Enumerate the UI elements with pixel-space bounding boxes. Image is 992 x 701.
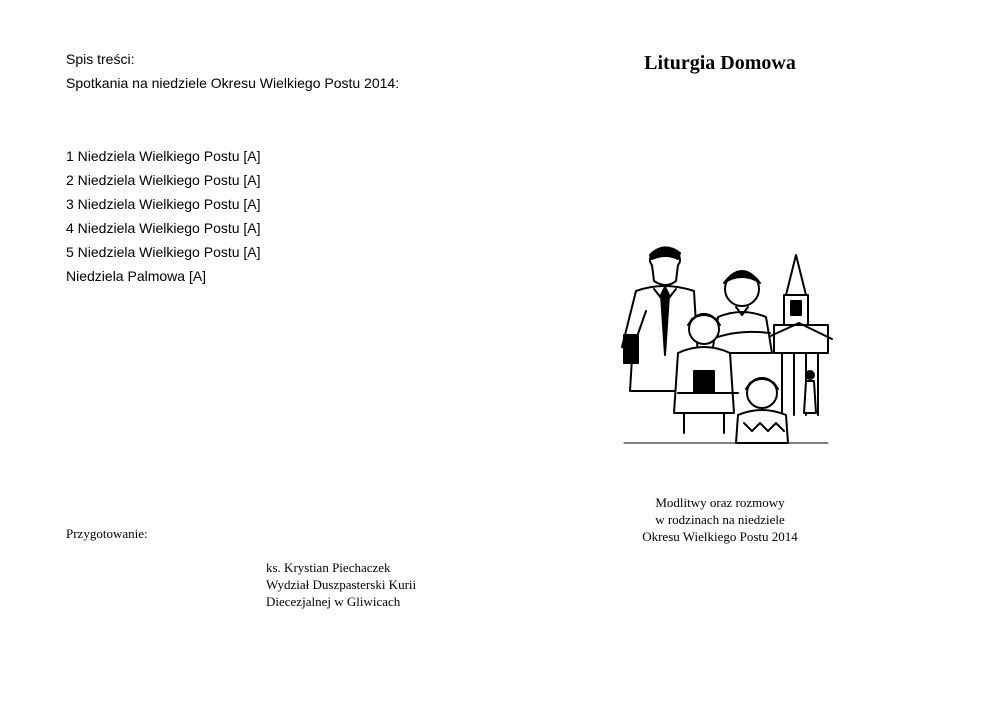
cover-subtitle-line: Modlitwy oraz rozmowy — [655, 495, 785, 510]
toc-item: 3 Niedziela Wielkiego Postu [A] — [66, 196, 261, 212]
author-line: Diecezjalnej w Gliwicach — [266, 594, 401, 609]
author-block — [266, 559, 416, 610]
toc-item: 2 Niedziela Wielkiego Postu [A] — [66, 172, 261, 188]
cover-subtitle-line: w rodzinach na niedziele — [655, 512, 785, 527]
toc-subtitle: Spotkania na niedziele Okresu Wielkiego Postu 2014: — [66, 75, 400, 91]
toc-item: 1 Niedziela Wielkiego Postu [A] — [66, 148, 261, 164]
toc-list — [66, 148, 261, 292]
family-church-illustration-icon — [614, 243, 834, 448]
cover-subtitle-line: Okresu Wielkiego Postu 2014 — [642, 529, 798, 544]
toc-item: 5 Niedziela Wielkiego Postu [A] — [66, 244, 261, 260]
author-line: Wydział Duszpasterski Kurii — [266, 577, 417, 592]
document-title: Liturgia Domowa — [644, 52, 796, 74]
author-line: ks. Krystian Piechaczek — [266, 560, 391, 575]
prepared-label: Przygotowanie: — [66, 526, 148, 541]
toc-item: 4 Niedziela Wielkiego Postu [A] — [66, 220, 261, 236]
cover-subtitle — [560, 494, 880, 545]
toc-item: Niedziela Palmowa [A] — [66, 268, 207, 284]
toc-heading: Spis treści: — [66, 51, 135, 67]
